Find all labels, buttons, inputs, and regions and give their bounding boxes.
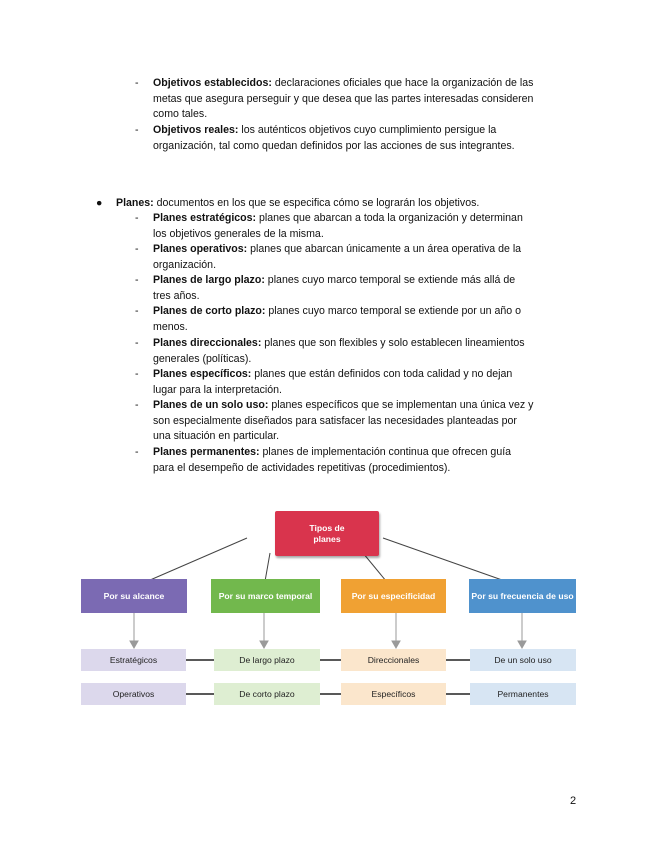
plan-term: Planes operativos: — [153, 243, 248, 255]
plan-line: planes específicos que se implementan una única vez y — [268, 399, 534, 411]
objective-item — [135, 123, 585, 154]
plan-item — [135, 445, 585, 476]
plan-line: tres años. — [153, 289, 200, 302]
root-line-2: planes — [313, 533, 341, 544]
plan-term: Planes de un solo uso: — [153, 399, 269, 411]
category-box-especificidad: Por su especificidad — [341, 579, 446, 613]
plan-line: generales (políticas). — [153, 352, 252, 365]
plan-line: planes cuyo marco temporal se extiende más allá de — [264, 274, 516, 286]
leaf-box-especificidad-2: Específicos — [341, 683, 446, 705]
plan-line: menos. — [153, 320, 188, 333]
planes-term: Planes: — [116, 197, 154, 209]
root-box-tipos-de-planes — [275, 511, 379, 556]
arrow-head-alcance — [130, 641, 138, 648]
planes-description: documentos en los que se especifica cómo se lograrán los objetivos. — [153, 197, 480, 209]
leaf-box-alcance-1: Estratégicos — [81, 649, 186, 671]
plan-line: planes que abarcan únicamente a un área operativa de la — [247, 243, 522, 255]
category-box-frecuencia: Por su frecuencia de uso — [469, 579, 576, 613]
dash-marker: - — [135, 337, 139, 349]
category-box-alcance: Por su alcance — [81, 579, 187, 613]
dash-marker: - — [135, 77, 139, 89]
leaf-box-temporal-2: De corto plazo — [214, 683, 320, 705]
dash-marker: - — [135, 212, 139, 224]
dash-marker: - — [135, 446, 139, 458]
arrow-head-especificidad — [392, 641, 400, 648]
plan-line: planes que abarcan a toda la organización y determinan — [256, 212, 523, 224]
arrow-head-temporal — [260, 641, 268, 648]
planes-bullet — [96, 196, 586, 212]
objective-line: organización, tal como quedan definidos por las acciones de sus integrantes. — [153, 139, 515, 152]
plan-line: para el desempeño de actividades repetitivas (procedimientos). — [153, 461, 451, 474]
objective-line: metas que asegura perseguir y que desea que las partes interesadas consideren — [153, 92, 534, 105]
page-number: 2 — [570, 795, 577, 807]
plan-line: planes de implementación continua que ofrecen guía — [259, 446, 512, 458]
plan-item — [135, 336, 585, 367]
leaf-box-especificidad-1: Direccionales — [341, 649, 446, 671]
plan-item — [135, 273, 585, 304]
plan-term: Planes direccionales: — [153, 337, 262, 349]
objective-line: como tales. — [153, 108, 208, 121]
plan-line: los objetivos generales de la misma. — [153, 227, 324, 240]
leaf-box-frecuencia-1: De un solo uso — [470, 649, 576, 671]
plan-line: lugar para la interpretación. — [153, 383, 282, 396]
plan-item — [135, 398, 585, 445]
plan-item — [135, 242, 585, 273]
plan-line: planes que son flexibles y solo establecen lineamientos — [261, 337, 525, 349]
plan-term: Planes de corto plazo: — [153, 305, 266, 317]
leaf-box-temporal-1: De largo plazo — [214, 649, 320, 671]
plan-line: una situación en particular. — [153, 430, 280, 443]
category-box-temporal: Por su marco temporal — [211, 579, 320, 613]
plan-line: organización. — [153, 258, 217, 271]
dash-marker: - — [135, 243, 139, 255]
planes-types-diagram — [80, 508, 580, 713]
plan-term: Planes de largo plazo: — [153, 274, 265, 286]
objective-item — [135, 76, 585, 123]
bullet-dot: ● — [96, 197, 103, 209]
plan-term: Planes estratégicos: — [153, 212, 257, 224]
plan-item — [135, 367, 585, 398]
leaf-box-frecuencia-2: Permanentes — [470, 683, 576, 705]
plan-term: Planes específicos: — [153, 368, 252, 380]
plan-line: son especialmente diseñados para satisfacer las necesidades planteadas por — [153, 414, 517, 427]
plan-term: Planes permanentes: — [153, 446, 260, 458]
plan-item — [135, 304, 585, 335]
dash-marker: - — [135, 305, 139, 317]
leaf-box-alcance-2: Operativos — [81, 683, 186, 705]
objective-line: los auténticos objetivos cuyo cumplimiento persigue la — [238, 124, 497, 136]
plan-item — [135, 211, 585, 242]
root-line-1: Tipos de — [309, 522, 345, 533]
plan-line: planes que están definidos con toda calidad y no dejan — [251, 368, 513, 380]
dash-marker: - — [135, 368, 139, 380]
objective-line: declaraciones oficiales que hace la organización de las — [271, 77, 534, 89]
plan-line: planes cuyo marco temporal se extiende por un año o — [265, 305, 522, 317]
objective-term: Objetivos reales: — [153, 124, 239, 136]
objective-term: Objetivos establecidos: — [153, 77, 272, 89]
dash-marker: - — [135, 124, 139, 136]
dash-marker: - — [135, 274, 139, 286]
arrow-head-frecuencia — [518, 641, 526, 648]
dash-marker: - — [135, 399, 139, 411]
